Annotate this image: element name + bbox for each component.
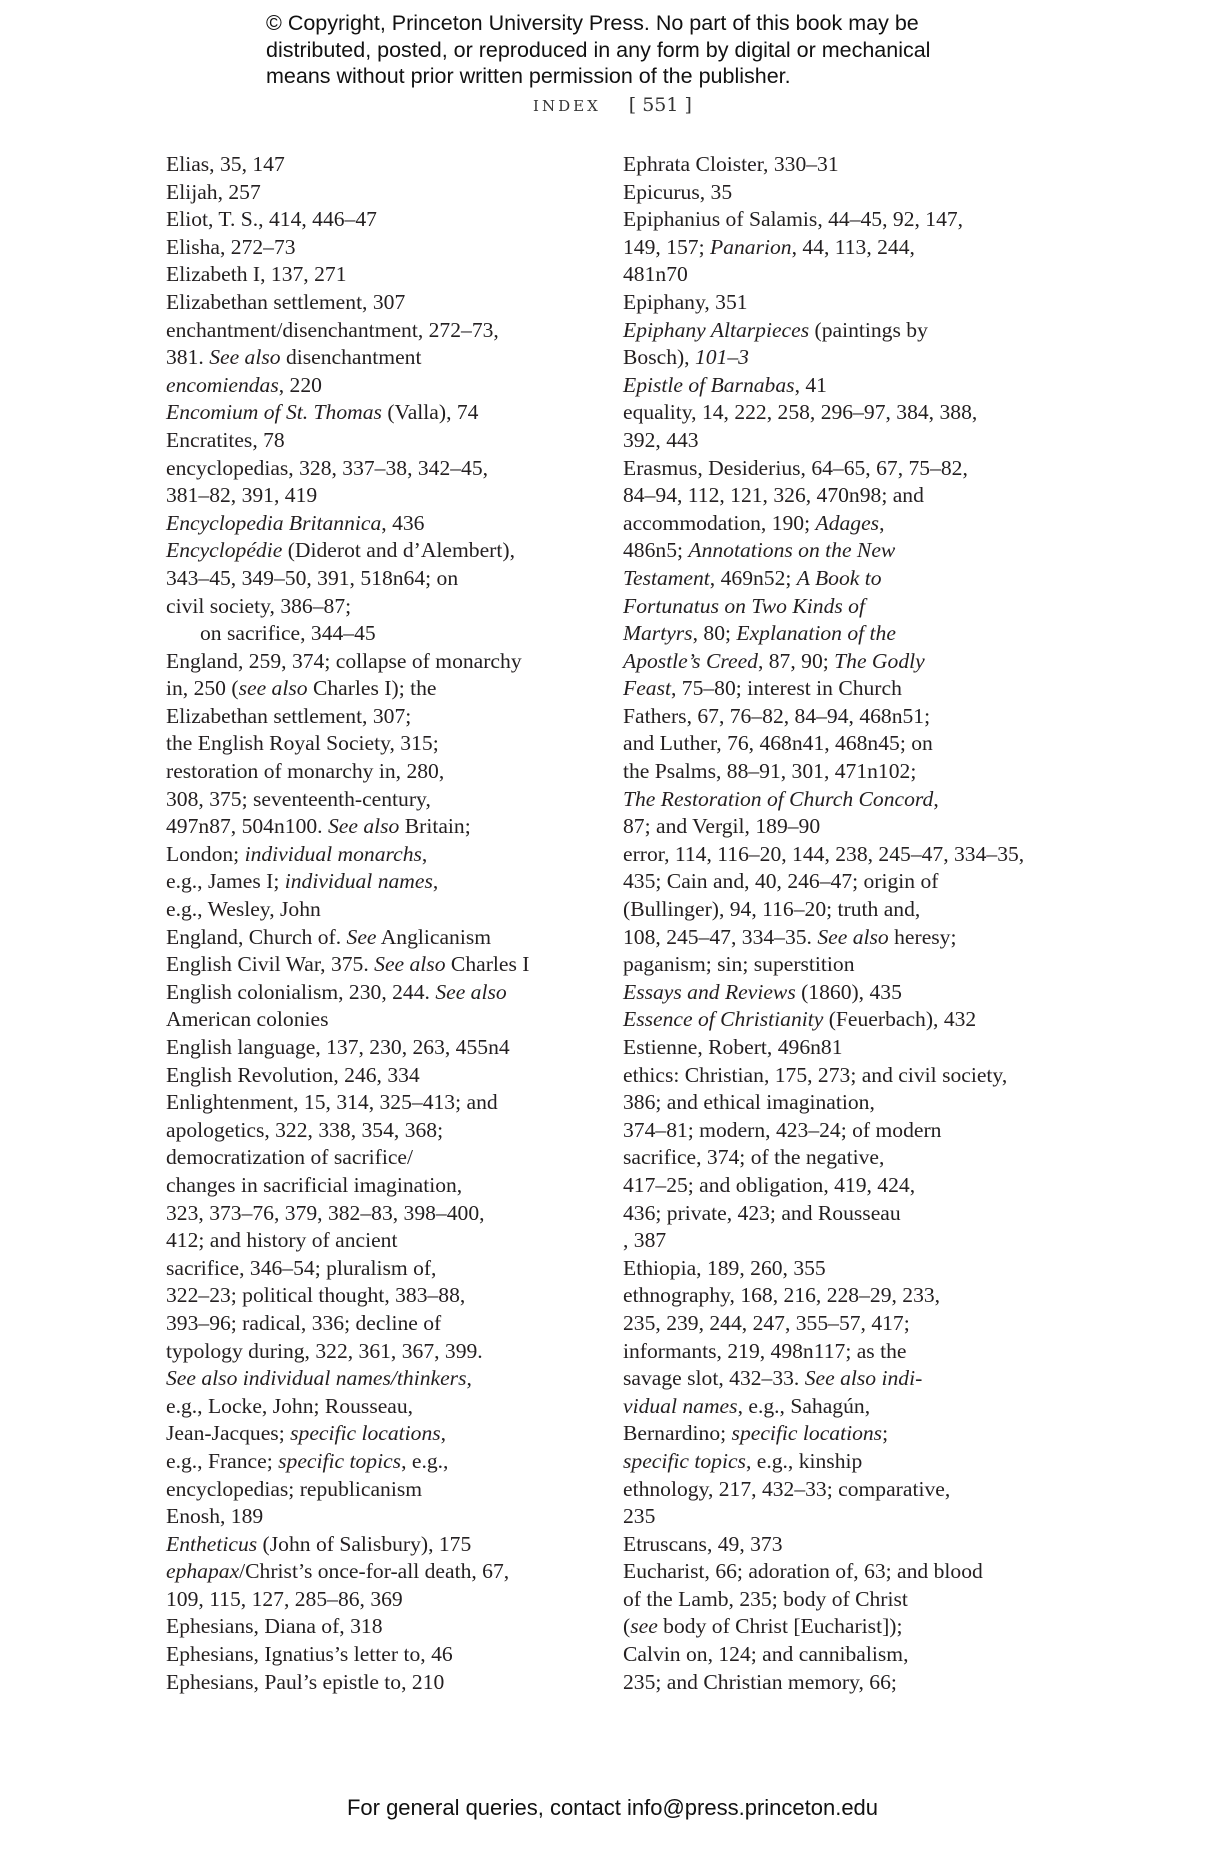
index-entry-line: savage slot, 432–33. See also indi- — [623, 1366, 923, 1391]
index-entry-line: Elisha, 272–73 — [166, 234, 296, 259]
index-entry — [166, 924, 596, 952]
index-entry-line: informants, 219, 498n117; as the — [623, 1338, 907, 1363]
index-entry-line: Eliot, T. S., 414, 446–47 — [166, 207, 377, 232]
index-entry-line: civil society, 386–87; — [166, 593, 352, 618]
index-entry-line: enchantment/disenchantment, 272–73, — [166, 317, 499, 342]
index-entry — [166, 979, 596, 1034]
index-entry-line: English language, 137, 230, 263, 455n4 — [166, 1035, 510, 1059]
index-entry-line: ethics: Christian, 175, 273; and civil society, — [623, 1062, 1008, 1087]
index-entry-line: Etruscans, 49, 373 — [623, 1531, 783, 1556]
index-entry-line: Feast, 75–80; interest in Church — [623, 676, 902, 701]
index-entry — [166, 510, 596, 538]
index-entry-line: 87; and Vergil, 189–90 — [623, 814, 821, 839]
index-entry — [166, 1034, 596, 1062]
index-entry — [166, 1613, 596, 1641]
index-entry — [623, 455, 1063, 841]
index-entry-line: Elizabeth I, 137, 271 — [166, 262, 347, 287]
index-entry-line: 481n70 — [623, 262, 688, 287]
index-entry-line: Elizabethan settlement, 307; — [166, 703, 412, 728]
index-entry-line: Epiphany, 351 — [623, 289, 748, 314]
index-entry-line: sacrifice, 374; of the negative, — [623, 1145, 885, 1170]
index-entry-line: ethnography, 168, 216, 228–29, 233, — [623, 1283, 941, 1308]
index-entry-line: sacrifice, 346–54; pluralism of, — [166, 1255, 437, 1280]
index-entry-line: specific topics, e.g., kinship — [623, 1448, 863, 1473]
index-entry — [623, 372, 1063, 400]
index-entry — [623, 1255, 1063, 1283]
index-entry — [623, 206, 1063, 289]
index-entry — [166, 399, 596, 427]
index-entry-line: England, 259, 374; collapse of monarchy — [166, 648, 522, 673]
index-entry-line: Ephrata Cloister, 330–31 — [623, 152, 839, 176]
index-entry-line: Estienne, Robert, 496n81 — [623, 1035, 843, 1059]
index-entry-line: Jean-Jacques; specific locations, — [166, 1421, 447, 1446]
index-entry-line: encomiendas, 220 — [166, 372, 322, 397]
index-entry — [623, 399, 1063, 454]
index-entry-line: English Civil War, 375. See also Charles I — [166, 952, 530, 977]
index-entry — [623, 979, 1063, 1007]
index-entry — [623, 1476, 1063, 1531]
index-entry-line: Elias, 35, 147 — [166, 152, 285, 176]
index-entry-line: the English Royal Society, 315; — [166, 731, 439, 756]
index-entry — [166, 648, 596, 924]
index-entry-line: Erasmus, Desiderius, 64–65, 67, 75–82, — [623, 455, 968, 480]
index-entry-line: 436; private, 423; and Rousseau — [623, 1200, 901, 1225]
index-entry-line: restoration of monarchy in, 280, — [166, 759, 445, 784]
index-entry — [623, 289, 1063, 317]
index-entry-line: encyclopedias, 328, 337–38, 342–45, — [166, 455, 489, 480]
index-entry-line: The Restoration of Church Concord, — [623, 786, 939, 811]
index-entry-line: in, 250 (see also Charles I); the — [166, 676, 437, 701]
index-entry-line: Epistle of Barnabas, 41 — [623, 372, 827, 397]
index-entry-line: See also individual names/thinkers, — [166, 1366, 472, 1391]
index-entry — [166, 234, 596, 262]
index-entry-line: , 387 — [623, 1228, 667, 1253]
index-entry-line: the Psalms, 88–91, 301, 471n102; — [623, 759, 917, 784]
index-entry-line: English Revolution, 246, 334 — [166, 1062, 420, 1087]
index-entry-line: vidual names, e.g., Sahagún, — [623, 1393, 871, 1418]
index-entry-line: 374–81; modern, 423–24; of modern — [623, 1117, 942, 1142]
index-entry-line: apologetics, 322, 338, 354, 368; — [166, 1117, 444, 1142]
index-entry-line: Fortunatus on Two Kinds of — [623, 593, 865, 618]
index-entry — [623, 1282, 1063, 1475]
index-entry-line: Encyclopédie (Diderot and d’Alembert), — [166, 538, 515, 563]
page-number: [ 551 ] — [628, 94, 692, 116]
index-entry-line: typology during, 322, 361, 367, 399. — [166, 1338, 483, 1363]
index-entry-line: 235; and Christian memory, 66; — [623, 1669, 897, 1694]
index-entry-line: paganism; sin; superstition — [623, 952, 855, 977]
index-entry-line: encyclopedias; republicanism — [166, 1476, 423, 1501]
index-entry-line: Entheticus (John of Salisbury), 175 — [166, 1531, 472, 1556]
index-entry-line: 109, 115, 127, 285–86, 369 — [166, 1586, 403, 1611]
index-entry — [166, 427, 596, 455]
index-entry-line: 497n87, 504n100. See also Britain; — [166, 814, 471, 839]
index-entry-line: 412; and history of ancient — [166, 1228, 398, 1253]
index-entry-line: 381–82, 391, 419 — [166, 483, 318, 508]
index-entry-line: 381. See also disenchantment — [166, 345, 422, 370]
index-entry-line: democratization of sacrifice/ — [166, 1145, 413, 1170]
index-entry — [166, 317, 596, 372]
index-entry-line: Martyrs, 80; Explanation of the — [623, 621, 896, 646]
index-entry-line: Fathers, 67, 76–82, 84–94, 468n51; — [623, 703, 931, 728]
index-entry-line: accommodation, 190; Adages, — [623, 510, 885, 535]
index-entry-line: Eucharist, 66; adoration of, 63; and blood — [623, 1559, 983, 1584]
index-entry-line: Bosch), 101–3 — [623, 345, 749, 370]
index-entry — [623, 1006, 1063, 1034]
index-entry — [166, 1669, 596, 1697]
index-entry — [166, 1089, 596, 1503]
index-entry-line: English colonialism, 230, 244. See also — [166, 979, 507, 1004]
index-entry-line: Ephesians, Ignatius’s letter to, 46 — [166, 1642, 453, 1667]
copyright-line: means without prior written permission of the publisher. — [266, 64, 791, 88]
index-entry-line: Encomium of St. Thomas (Valla), 74 — [166, 400, 479, 425]
index-column-right — [623, 151, 1063, 1696]
index-entry-line: Epiphanius of Salamis, 44–45, 92, 147, — [623, 207, 964, 232]
index-entry-line: equality, 14, 222, 258, 296–97, 384, 388, — [623, 400, 978, 425]
index-entry — [166, 1641, 596, 1669]
index-column-left — [166, 151, 596, 1696]
index-entry-line: Essays and Reviews (1860), 435 — [623, 979, 902, 1004]
index-entry-line: e.g., Wesley, John — [166, 897, 321, 922]
index-entry-line: ephapax/Christ’s once-for-all death, 67, — [166, 1559, 510, 1584]
index-entry — [623, 841, 1063, 979]
index-entry — [166, 179, 596, 207]
index-entry-line: Testament, 469n52; A Book to — [623, 565, 882, 590]
index-entry-line: 308, 375; seventeenth-century, — [166, 786, 431, 811]
index-entry-line: of the Lamb, 235; body of Christ — [623, 1586, 908, 1611]
index-entry-line: Elizabethan settlement, 307 — [166, 289, 406, 314]
index-entry — [623, 151, 1063, 179]
running-head-label: INDEX — [533, 97, 601, 115]
index-entry — [166, 537, 596, 620]
index-entry-line: Calvin on, 124; and cannibalism, — [623, 1642, 909, 1667]
index-entry-line: Elijah, 257 — [166, 179, 261, 204]
index-entry-line: England, Church of. See Anglicanism — [166, 924, 492, 949]
index-entry — [166, 1558, 596, 1613]
index-entry-line: 84–94, 112, 121, 326, 470n98; and — [623, 483, 924, 508]
index-entry-line: American colonies — [166, 1007, 329, 1032]
index-entry — [166, 372, 596, 400]
running-head — [0, 94, 1225, 116]
index-entry-line: 393–96; radical, 336; decline of — [166, 1310, 442, 1335]
index-entry-line: 235, 239, 244, 247, 355–57, 417; — [623, 1310, 910, 1335]
index-entry — [166, 1531, 596, 1559]
index-entry — [623, 1034, 1063, 1062]
index-entry-line: error, 114, 116–20, 144, 238, 245–47, 334–35, — [623, 841, 1025, 866]
index-entry — [166, 289, 596, 317]
index-entry-line: Ethiopia, 189, 260, 355 — [623, 1255, 826, 1280]
index-entry — [166, 151, 596, 179]
index-entry-line: 323, 373–76, 379, 382–83, 398–400, — [166, 1200, 485, 1225]
index-entry-line: 322–23; political thought, 383–88, — [166, 1283, 466, 1308]
footer-contact — [0, 1795, 1225, 1821]
index-entry-line: Epiphany Altarpieces (paintings by — [623, 317, 928, 342]
index-entry-line: e.g., James I; individual names, — [166, 869, 439, 894]
index-entry-line: Ephesians, Diana of, 318 — [166, 1614, 383, 1639]
index-entry-line: 149, 157; Panarion, 44, 113, 244, — [623, 234, 915, 259]
index-entry-line: Bernardino; specific locations; — [623, 1421, 889, 1446]
index-entry — [166, 206, 596, 234]
index-entry — [166, 261, 596, 289]
index-entry — [166, 951, 596, 979]
index-entry-line: 343–45, 349–50, 391, 518n64; on — [166, 565, 459, 590]
index-entry-line: Essence of Christianity (Feuerbach), 432 — [623, 1007, 977, 1032]
index-entry-line: Enosh, 189 — [166, 1504, 264, 1529]
index-entry — [623, 1531, 1063, 1559]
index-entry-line: Apostle’s Creed, 87, 90; The Godly — [623, 648, 925, 673]
copyright-line: distributed, posted, or reproduced in any form by digital or mechanical — [266, 37, 931, 62]
index-entry-line: on sacrifice, 344–45 — [200, 621, 376, 646]
index-entry — [166, 455, 596, 510]
index-entry-line: changes in sacrificial imagination, — [166, 1172, 463, 1197]
index-entry-line: 235 — [623, 1504, 656, 1529]
index-entry-line: Epicurus, 35 — [623, 179, 733, 204]
index-entry-line: Enlightenment, 15, 314, 325–413; and — [166, 1090, 498, 1115]
index-entry-line: 108, 245–47, 334–35. See also heresy; — [623, 924, 957, 949]
index-entry-line: e.g., Locke, John; Rousseau, — [166, 1393, 414, 1418]
index-entry — [166, 1062, 596, 1090]
index-entry-line: 417–25; and obligation, 419, 424, — [623, 1172, 916, 1197]
index-entry-line: Encratites, 78 — [166, 427, 285, 452]
index-entry-line: (see body of Christ [Eucharist]); — [623, 1614, 903, 1639]
index-entry — [623, 179, 1063, 207]
footer-text: For general queries, contact info@press.princeton.edu — [346, 1795, 879, 1820]
index-entry-line: e.g., France; specific topics, e.g., — [166, 1448, 449, 1473]
index-entry-line: 386; and ethical imagination, — [623, 1090, 875, 1115]
index-entry-line: 435; Cain and, 40, 246–47; origin of — [623, 869, 939, 894]
copyright-notice — [266, 10, 1026, 90]
index-entry — [623, 317, 1063, 372]
index-entry-line: (Bullinger), 94, 116–20; truth and, — [623, 897, 921, 922]
index-entry-line: ethnology, 217, 432–33; comparative, — [623, 1476, 951, 1501]
index-entry — [166, 620, 596, 648]
index-entry — [623, 1062, 1063, 1255]
index-entry-line: London; individual monarchs, — [166, 841, 428, 866]
index-entry — [166, 1503, 596, 1531]
copyright-line: © Copyright, Princeton University Press. No part of this book may be — [266, 11, 919, 35]
index-entry-line: 392, 443 — [623, 427, 699, 452]
index-entry-line: and Luther, 76, 468n41, 468n45; on — [623, 731, 933, 756]
index-entry-line: 486n5; Annotations on the New — [623, 538, 896, 563]
index-entry-line: Encyclopedia Britannica, 436 — [166, 510, 425, 535]
index-entry — [623, 1558, 1063, 1696]
index-entry-line: Ephesians, Paul’s epistle to, 210 — [166, 1669, 445, 1694]
